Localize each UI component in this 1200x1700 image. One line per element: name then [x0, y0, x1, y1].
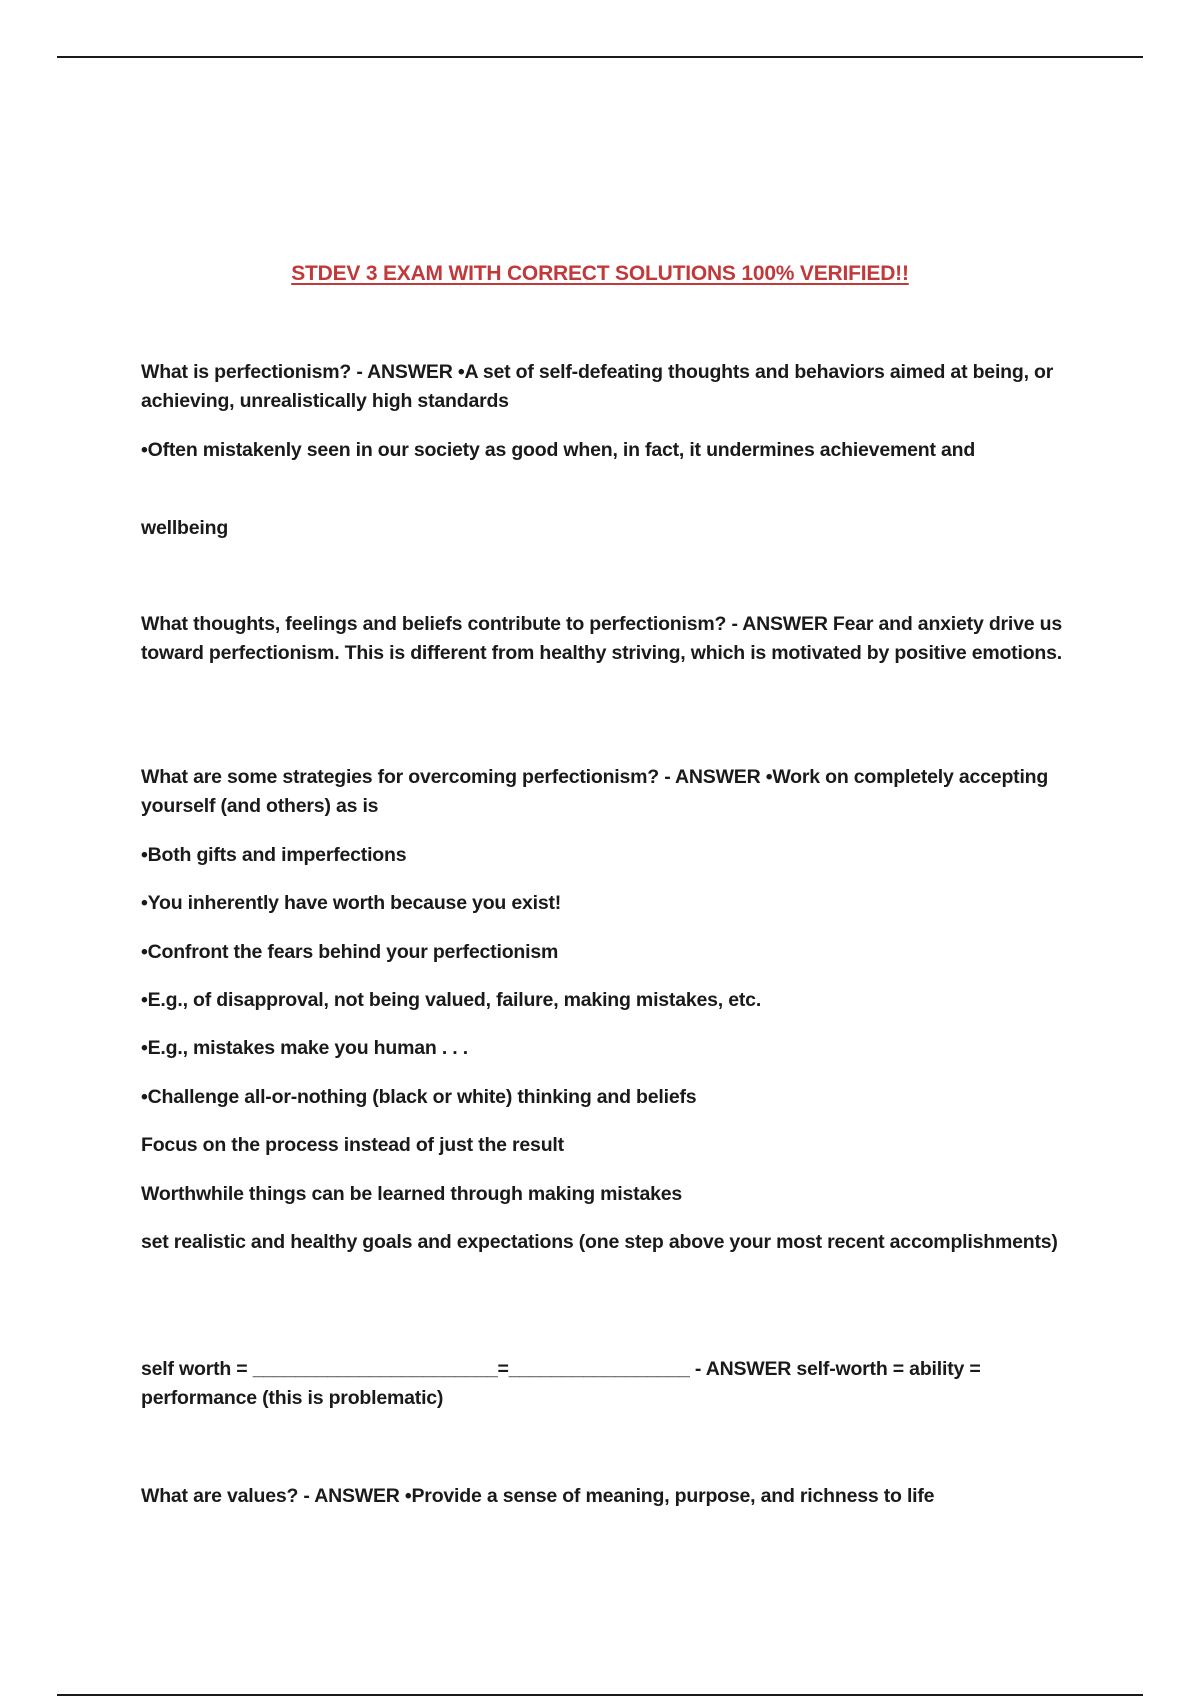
bullet-confront-fears: •Confront the fears behind your perfectionism [141, 941, 559, 963]
paragraph-thoughts-feelings: What thoughts, feelings and beliefs contribute to perfectionism? - ANSWER Fear and anxiety drive us toward perfectionism. This is different from healthy striving, which is motivated by positive emotions. [141, 613, 1063, 664]
paragraph-self-worth: self worth = _______________________=_________________ - ANSWER self-worth = ability = performance (this is problematic) [141, 1358, 981, 1409]
line-realistic-goals: set realistic and healthy goals and expectations (one step above your most recent accomplishments) [141, 1231, 1058, 1253]
bullet-gifts: •Both gifts and imperfections [141, 844, 407, 866]
bullet-eg-disapproval: •E.g., of disapproval, not being valued, failure, making mistakes, etc. [141, 989, 762, 1011]
paragraph-values: What are values? - ANSWER •Provide a sense of meaning, purpose, and richness to life [141, 1485, 935, 1507]
paragraph-wellbeing: wellbeing [141, 517, 229, 539]
bullet-inherent-worth: •You inherently have worth because you exist! [141, 892, 562, 914]
document-title: STDEV 3 EXAM WITH CORRECT SOLUTIONS 100% VERIFIED!! [291, 262, 909, 285]
bullet-eg-mistakes: •E.g., mistakes make you human . . . [141, 1037, 468, 1059]
paragraph-strategies: What are some strategies for overcoming perfectionism? - ANSWER •Work on completely accepting yourself (and others) as is [141, 766, 1049, 817]
top-rule [57, 56, 1143, 58]
bullet-challenge: •Challenge all-or-nothing (black or white) thinking and beliefs [141, 1086, 697, 1108]
line-focus-process: Focus on the process instead of just the result [141, 1134, 564, 1156]
line-worthwhile: Worthwhile things can be learned through making mistakes [141, 1183, 683, 1205]
paragraph-mistakenly-seen: •Often mistakenly seen in our society as good when, in fact, it undermines achievement and [141, 439, 976, 461]
bottom-rule [57, 1694, 1143, 1696]
paragraph-perfectionism-definition: What is perfectionism? - ANSWER •A set of self-defeating thoughts and behaviors aimed at being, or achieving, unrealistically high standards [141, 361, 1054, 412]
